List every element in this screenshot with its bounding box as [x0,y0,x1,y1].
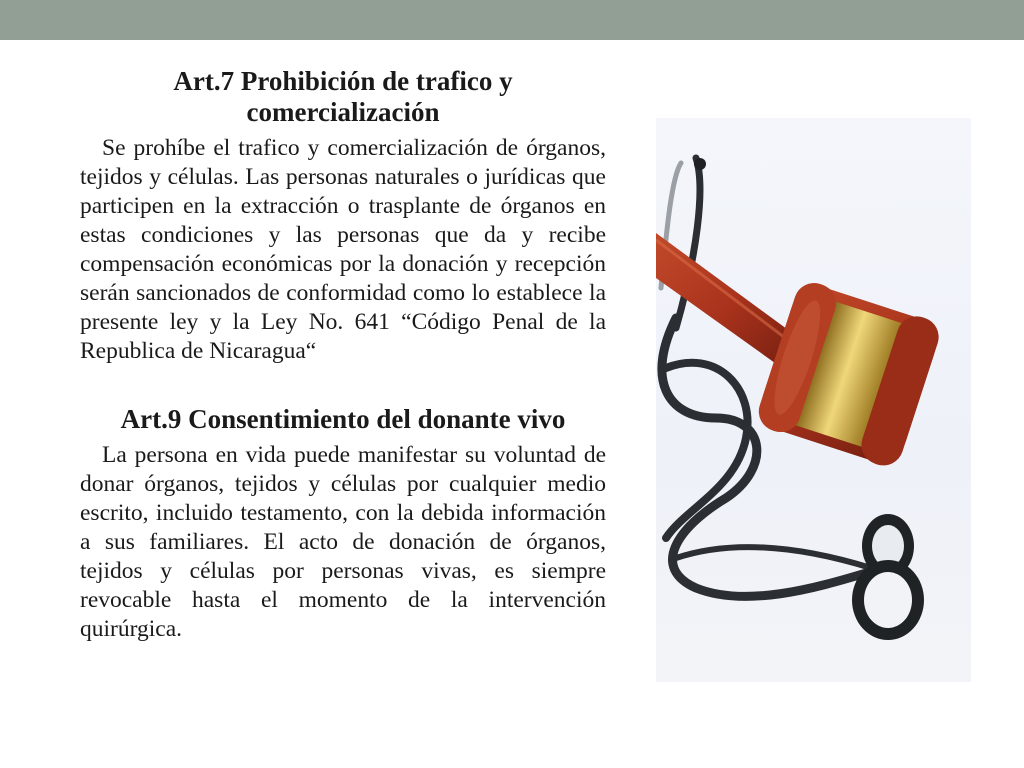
top-accent-bar [0,0,1024,40]
article9-body: La persona en vida puede manifestar su voluntad de donar órganos, tejidos y células por cualquier medio escrito, incluido testamento, con la debida información a sus familiares. El acto de donación de órganos, tejidos y células por personas vivas, es siempre revocable hasta el momento de la intervención quirúrgica. [80,442,606,642]
article7-body: Se prohíbe el trafico y comercialización de órganos, tejidos y células. Las personas naturales o jurídicas que participen en la extracción o trasplante de órganos en estas condiciones y las personas que da y recibe compensación económicas por la donación y recepción serán sancionados de conformidad como lo establece la presente ley y la Ley No. 641 “Código Penal de la Republica de Nicaragua“ [80,135,606,364]
stethoscope-chestpiece-icon [852,514,924,640]
gavel-icon [656,233,944,471]
article7-title: Art.7 Prohibición de trafico y comercialización [173,66,513,127]
article9-title: Art.9 Consentimiento del donante vivo [120,404,566,434]
gavel-stethoscope-image [656,118,971,682]
slide-text [80,66,606,644]
